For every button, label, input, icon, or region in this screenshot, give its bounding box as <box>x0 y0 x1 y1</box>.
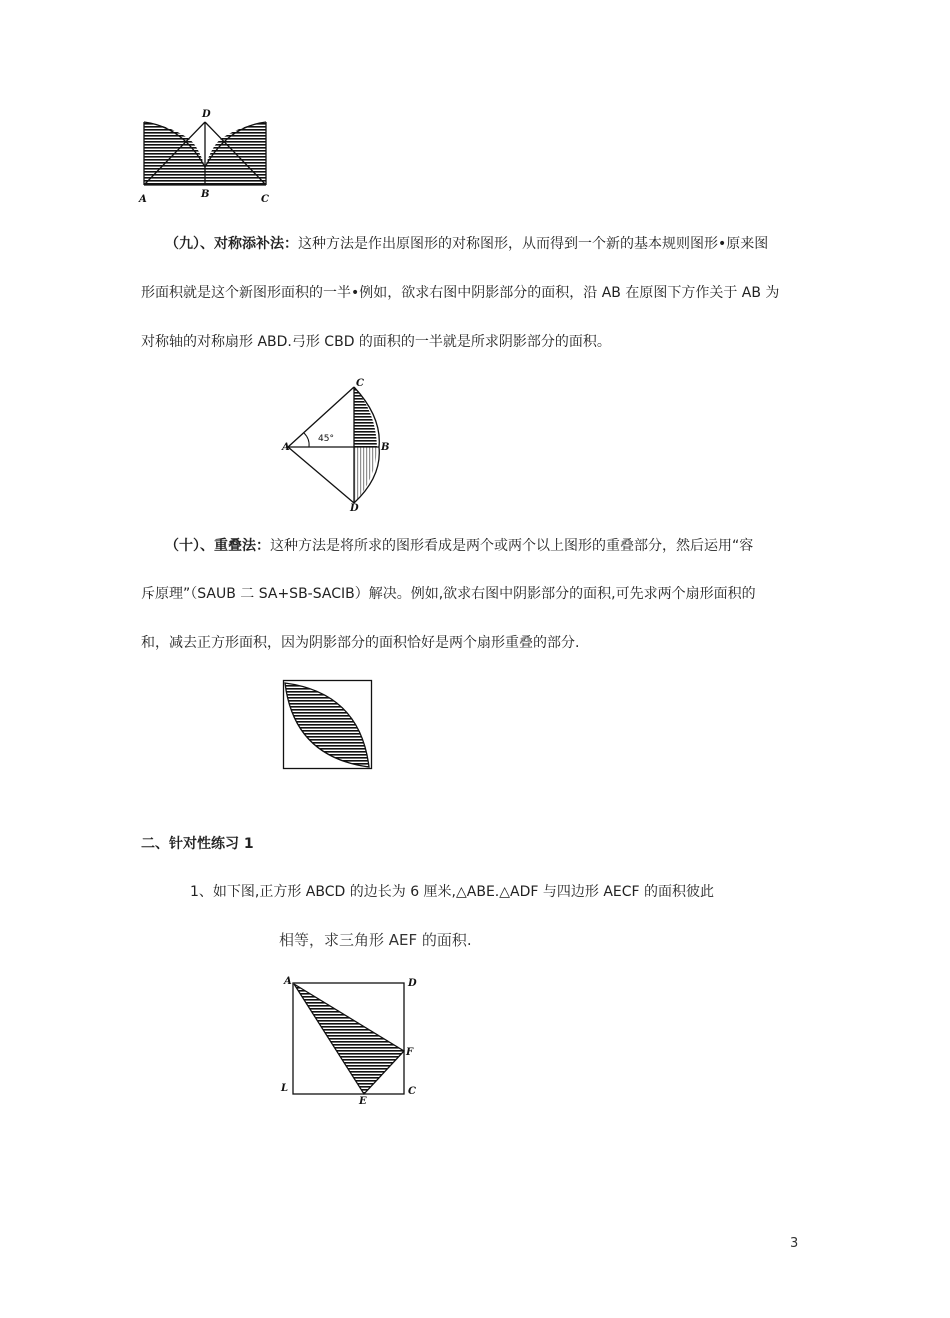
figure-1-label-d: D <box>202 109 211 120</box>
section-9-heading: （九）、对称添补法： <box>165 236 298 252</box>
section-10-line-1 <box>165 536 753 556</box>
figure-4-label-c: C <box>408 1086 416 1097</box>
section-9-line-3: 对称轴的对称扇形 ABD.弓形 CBD 的面积的一半就是所求阴影部分的面积。 <box>141 334 611 350</box>
section-9-text-1: 这种方法是作出原图形的对称图形，从而得到一个新的基本规则图形•原来图 <box>298 236 769 252</box>
figure-2-label-c: C <box>356 378 364 389</box>
section-10-line-2: 斥原理”（SAUB 二 SA+SB-SACIB）解决。例如,欲求右图中阴影部分的面积,可先求两个扇形面积的 <box>141 586 756 602</box>
section-10-text-1: 这种方法是将所求的图形看成是两个或两个以上图形的重叠部分，然后运用“容 <box>270 538 754 554</box>
figure-1-label-a: A <box>139 194 147 205</box>
section-10-heading: （十）、重叠法： <box>165 538 270 554</box>
figure-3 <box>282 679 374 771</box>
figure-4 <box>280 972 420 1107</box>
figure-1-label-c: C <box>261 194 269 205</box>
figure-4-label-b: L <box>281 1083 289 1094</box>
page-number: 3 <box>790 1236 799 1251</box>
figure-2-angle-label: 45° <box>318 434 334 444</box>
figure-4-label-e: E <box>359 1096 367 1107</box>
figure-2 <box>282 377 392 512</box>
question-1-line-2: 相等，求三角形 AEF 的面积. <box>279 931 472 949</box>
figure-2-label-b: B <box>381 442 390 453</box>
practice-title: 二、针对性练习 1 <box>141 836 254 852</box>
figure-4-label-d: D <box>408 978 417 989</box>
figure-2-shaded-regions <box>354 387 377 503</box>
figure-4-label-f: F <box>406 1047 414 1058</box>
figure-1-label-b: B <box>201 189 210 200</box>
figure-2-label-a: A <box>282 442 290 453</box>
figure-1 <box>138 105 278 205</box>
section-9-line-2: 形面积就是这个新图形面积的一半•例如，欲求右图中阴影部分的面积，沿 AB 在原图下方作关于 AB 为 <box>141 285 780 301</box>
figure-2-label-d: D <box>350 503 359 514</box>
section-9-line-1 <box>165 234 768 254</box>
figure-4-label-a: A <box>284 976 292 987</box>
question-1-line-1: 1、如下图,正方形 ABCD 的边长为 6 厘米,△ABE.△ADF 与四边形 AECF 的面积彼此 <box>190 884 715 900</box>
section-10-line-3: 和，减去正方形面积，因为阴影部分的面积恰好是两个扇形重叠的部分. <box>141 635 580 651</box>
